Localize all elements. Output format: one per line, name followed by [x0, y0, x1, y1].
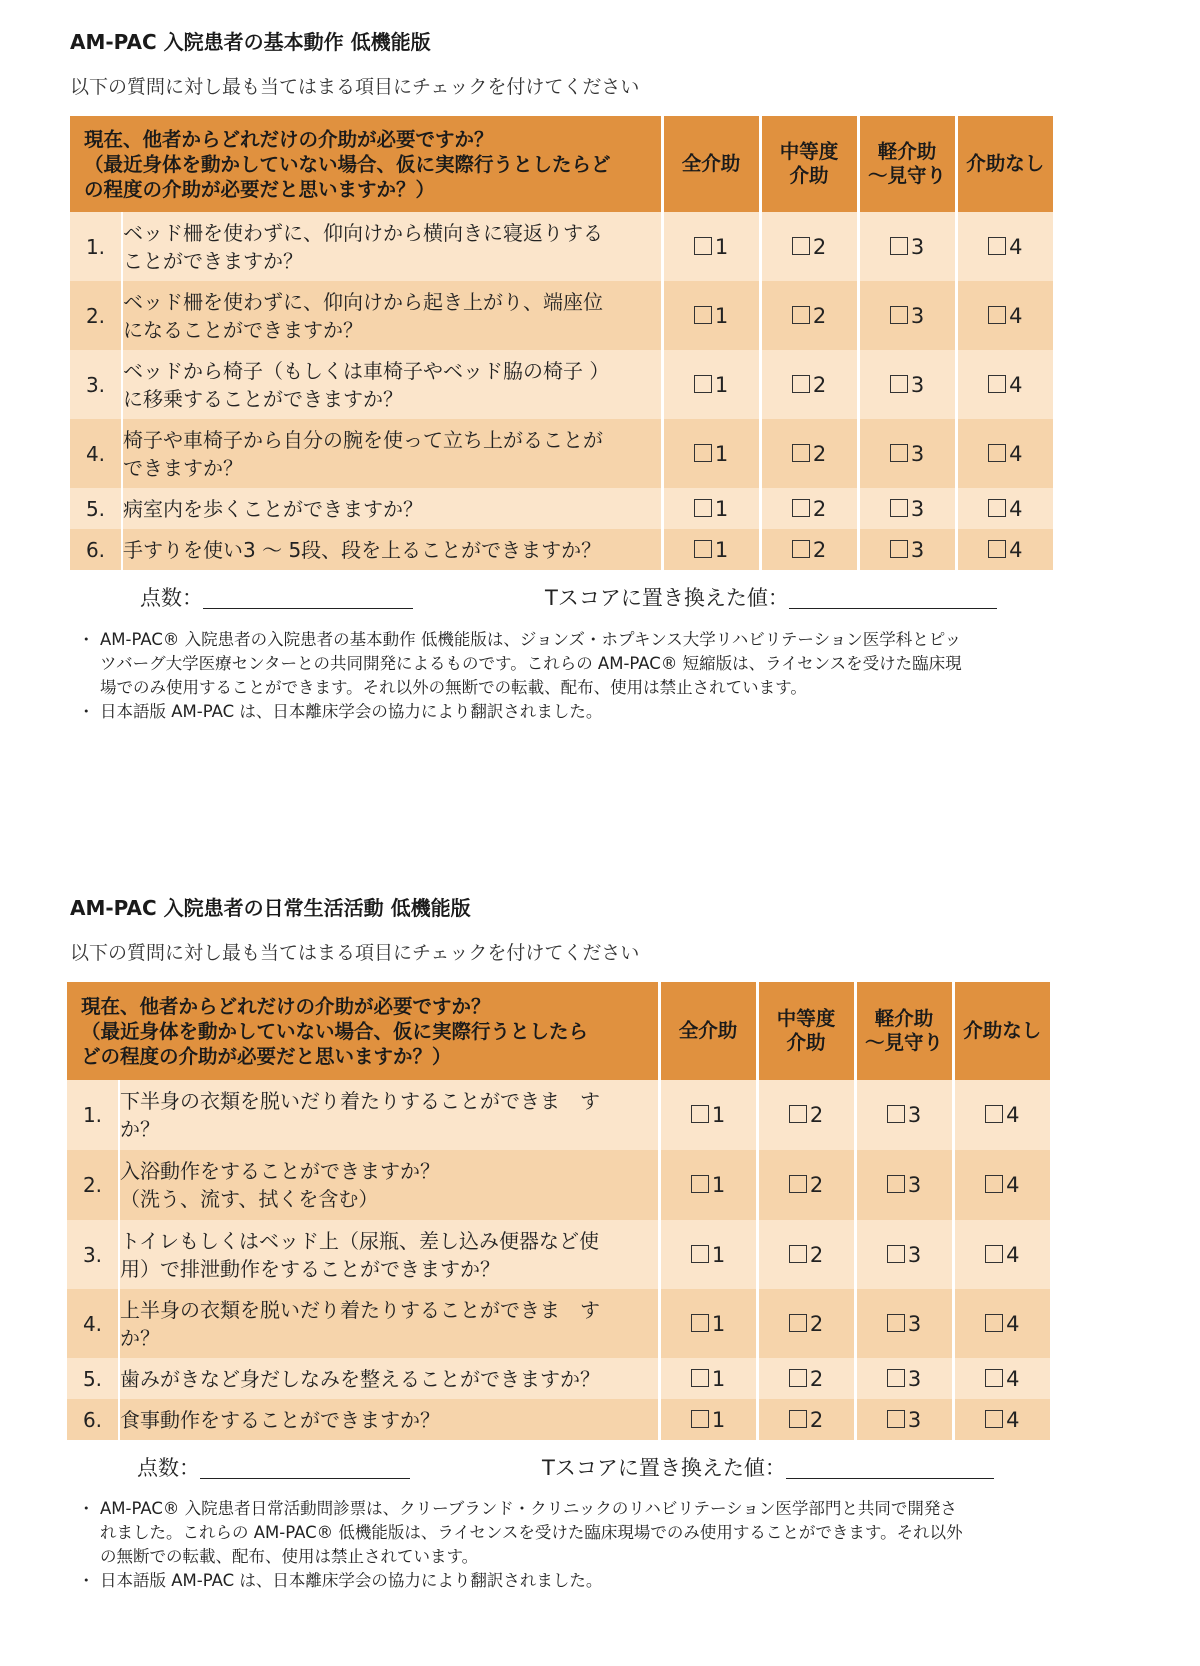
checkbox-option-4[interactable]: 4	[956, 212, 1053, 281]
instruction-text: 以下の質問に対し最も当てはまる項目にチェックを付けてください	[70, 942, 640, 964]
row-question: 入浴動作をすることができますか？ （洗う、流す、拭くを含む）	[119, 1150, 659, 1220]
table-row	[70, 419, 1053, 488]
checkbox-option-1[interactable]: 1	[659, 1399, 757, 1440]
checkbox-option-4[interactable]: 4	[953, 1080, 1050, 1150]
table-row	[70, 350, 1053, 419]
row-number: 2.	[67, 1150, 119, 1220]
footnote: ・ AM-PAC® 入院患者日常活動問診票は、クリーブランド・クリニックのリハビリテーション医学部門と共同で開発さ れました。これらの AM-PAC® 低機能版は、ライセンスを受けた臨床現場でのみ使用することができます。それ以外 の無断での転載、配布、使用は禁止されています。	[78, 1499, 963, 1566]
row-number: 6.	[67, 1399, 119, 1440]
row-question: 下半身の衣類を脱いだり着たりすることができま す か？	[119, 1080, 659, 1150]
row-number: 3.	[67, 1220, 119, 1289]
bullet: ・	[78, 702, 95, 721]
header-light-assist: 軽介助 〜見守り	[858, 116, 956, 212]
row-question: ベッド柵を使わずに、仰向けから起き上がり、端座位 になることができますか？	[122, 281, 662, 350]
tscore-label: Tスコアに置き換えた値：	[542, 1456, 786, 1480]
row-question: ベッド柵を使わずに、仰向けから横向きに寝返りする ことができますか？	[122, 212, 662, 281]
table-row	[67, 1289, 1050, 1358]
question-table	[70, 116, 1053, 570]
checkbox-option-3[interactable]: 3	[858, 281, 956, 350]
checkbox-option-3[interactable]: 3	[855, 1220, 953, 1289]
checkbox-option-1[interactable]: 1	[662, 350, 760, 419]
row-question: 歯みがきなど身だしなみを整えることができますか？	[119, 1358, 659, 1399]
row-number: 4.	[70, 419, 122, 488]
tscore-label: Tスコアに置き換えた値：	[545, 586, 789, 610]
checkbox-option-2[interactable]: 2	[760, 488, 858, 529]
checkbox-option-1[interactable]: 1	[662, 281, 760, 350]
checkbox-option-1[interactable]: 1	[662, 488, 760, 529]
score-blank-line[interactable]	[203, 588, 413, 609]
table-row	[67, 1150, 1050, 1220]
score-blank-line[interactable]	[200, 1458, 410, 1479]
checkbox-option-4[interactable]: 4	[956, 488, 1053, 529]
checkbox-option-2[interactable]: 2	[760, 529, 858, 570]
score-field[interactable]	[137, 1452, 410, 1482]
checkbox-option-4[interactable]: 4	[956, 529, 1053, 570]
checkbox-option-1[interactable]: 1	[659, 1220, 757, 1289]
header-total-assist: 全介助	[659, 982, 757, 1080]
checkbox-option-1[interactable]: 1	[659, 1289, 757, 1358]
footnote: ・ 日本語版 AM-PAC は、日本離床学会の協力により翻訳されました。	[78, 1569, 1128, 1593]
checkbox-option-4[interactable]: 4	[956, 281, 1053, 350]
header-no-assist: 介助なし	[953, 982, 1050, 1080]
table-row	[67, 1358, 1050, 1399]
footnotes	[78, 1497, 1128, 1593]
header-moderate-assist: 中等度 介助	[757, 982, 855, 1080]
checkbox-option-2[interactable]: 2	[760, 212, 858, 281]
checkbox-option-3[interactable]: 3	[855, 1358, 953, 1399]
checkbox-option-4[interactable]: 4	[953, 1289, 1050, 1358]
checkbox-option-2[interactable]: 2	[760, 350, 858, 419]
row-question: トイレもしくはベッド上（尿瓶、差し込み便器など使 用）で排泄動作をすることができますか？	[119, 1220, 659, 1289]
checkbox-option-3[interactable]: 3	[858, 212, 956, 281]
checkbox-option-1[interactable]: 1	[662, 419, 760, 488]
footnote: ・ 日本語版 AM-PAC は、日本離床学会の協力により翻訳されました。	[78, 700, 1128, 724]
question-table	[67, 982, 1050, 1440]
table-row	[67, 1080, 1050, 1150]
checkbox-option-1[interactable]: 1	[662, 212, 760, 281]
checkbox-option-3[interactable]: 3	[858, 350, 956, 419]
row-question: 食事動作をすることができますか？	[119, 1399, 659, 1440]
table-row	[70, 529, 1053, 570]
checkbox-option-2[interactable]: 2	[757, 1150, 855, 1220]
header-question: 現在、他者からどれだけの介助が必要ですか？ （最近身体を動かしていない場合、仮に実際行うとしたらど の程度の介助が必要だと思いますか？）	[70, 116, 662, 212]
checkbox-option-4[interactable]: 4	[953, 1150, 1050, 1220]
checkbox-option-3[interactable]: 3	[855, 1399, 953, 1440]
table-row	[67, 1399, 1050, 1440]
checkbox-option-4[interactable]: 4	[956, 419, 1053, 488]
row-number: 3.	[70, 350, 122, 419]
row-question: 手すりを使い3 〜 5段、段を上ることができますか？	[122, 529, 662, 570]
row-question: 病室内を歩くことができますか？	[122, 488, 662, 529]
header-light-assist: 軽介助 〜見守り	[855, 982, 953, 1080]
score-field[interactable]	[140, 582, 413, 612]
score-label: 点数：	[140, 586, 203, 610]
tscore-field[interactable]	[545, 582, 997, 612]
checkbox-option-2[interactable]: 2	[760, 419, 858, 488]
tscore-blank-line[interactable]	[789, 588, 997, 609]
checkbox-option-4[interactable]: 4	[953, 1220, 1050, 1289]
table-row	[67, 1220, 1050, 1289]
row-question: 上半身の衣類を脱いだり着たりすることができま す か？	[119, 1289, 659, 1358]
checkbox-option-4[interactable]: 4	[953, 1358, 1050, 1399]
bullet: ・	[78, 630, 95, 649]
checkbox-option-3[interactable]: 3	[855, 1150, 953, 1220]
row-number: 6.	[70, 529, 122, 570]
checkbox-option-3[interactable]: 3	[858, 529, 956, 570]
row-number: 5.	[70, 488, 122, 529]
section-title: AM-PAC 入院患者の基本動作 低機能版	[70, 30, 431, 54]
checkbox-option-1[interactable]: 1	[659, 1080, 757, 1150]
checkbox-option-1[interactable]: 1	[662, 529, 760, 570]
table-row	[70, 488, 1053, 529]
header-no-assist: 介助なし	[956, 116, 1053, 212]
footnote: ・ AM-PAC® 入院患者の入院患者の基本動作 低機能版は、ジョンズ・ホプキンス大学リハビリテーション医学科とピッ ツバーグ大学医療センターとの共同開発によるものです。これらの AM-PAC® 短縮版は、ライセンスを受けた臨床現 場でのみ使用することができます。それ以外の無断での転載、配布、使用は禁止されています。	[78, 630, 962, 697]
checkbox-option-3[interactable]: 3	[855, 1080, 953, 1150]
bullet: ・	[78, 1571, 95, 1590]
score-label: 点数：	[137, 1456, 200, 1480]
row-question: 椅子や車椅子から自分の腕を使って立ち上がることが できますか？	[122, 419, 662, 488]
row-number: 5.	[67, 1358, 119, 1399]
tscore-field[interactable]	[542, 1452, 994, 1482]
row-number: 1.	[67, 1080, 119, 1150]
instruction-text: 以下の質問に対し最も当てはまる項目にチェックを付けてください	[70, 76, 640, 98]
checkbox-option-3[interactable]: 3	[855, 1289, 953, 1358]
bullet: ・	[78, 1499, 95, 1518]
tscore-blank-line[interactable]	[786, 1458, 994, 1479]
checkbox-option-4[interactable]: 4	[953, 1399, 1050, 1440]
footnotes	[78, 628, 1128, 724]
header-moderate-assist: 中等度 介助	[760, 116, 858, 212]
row-number: 2.	[70, 281, 122, 350]
checkbox-option-2[interactable]: 2	[757, 1399, 855, 1440]
header-question: 現在、他者からどれだけの介助が必要ですか？ （最近身体を動かしていない場合、仮に実際行うとしたら どの程度の介助が必要だと思いますか？）	[67, 982, 659, 1080]
row-number: 4.	[67, 1289, 119, 1358]
row-question: ベッドから椅子（もしくは車椅子やベッド脇の椅子 ） に移乗することができますか？	[122, 350, 662, 419]
table-row	[70, 281, 1053, 350]
checkbox-option-1[interactable]: 1	[659, 1150, 757, 1220]
checkbox-option-2[interactable]: 2	[757, 1289, 855, 1358]
header-total-assist: 全介助	[662, 116, 760, 212]
checkbox-option-2[interactable]: 2	[757, 1358, 855, 1399]
checkbox-option-3[interactable]: 3	[858, 419, 956, 488]
table-row	[70, 212, 1053, 281]
checkbox-option-2[interactable]: 2	[760, 281, 858, 350]
checkbox-option-4[interactable]: 4	[956, 350, 1053, 419]
checkbox-option-2[interactable]: 2	[757, 1080, 855, 1150]
checkbox-option-2[interactable]: 2	[757, 1220, 855, 1289]
checkbox-option-3[interactable]: 3	[858, 488, 956, 529]
row-number: 1.	[70, 212, 122, 281]
section-title: AM-PAC 入院患者の日常生活活動 低機能版	[70, 896, 471, 920]
checkbox-option-1[interactable]: 1	[659, 1358, 757, 1399]
